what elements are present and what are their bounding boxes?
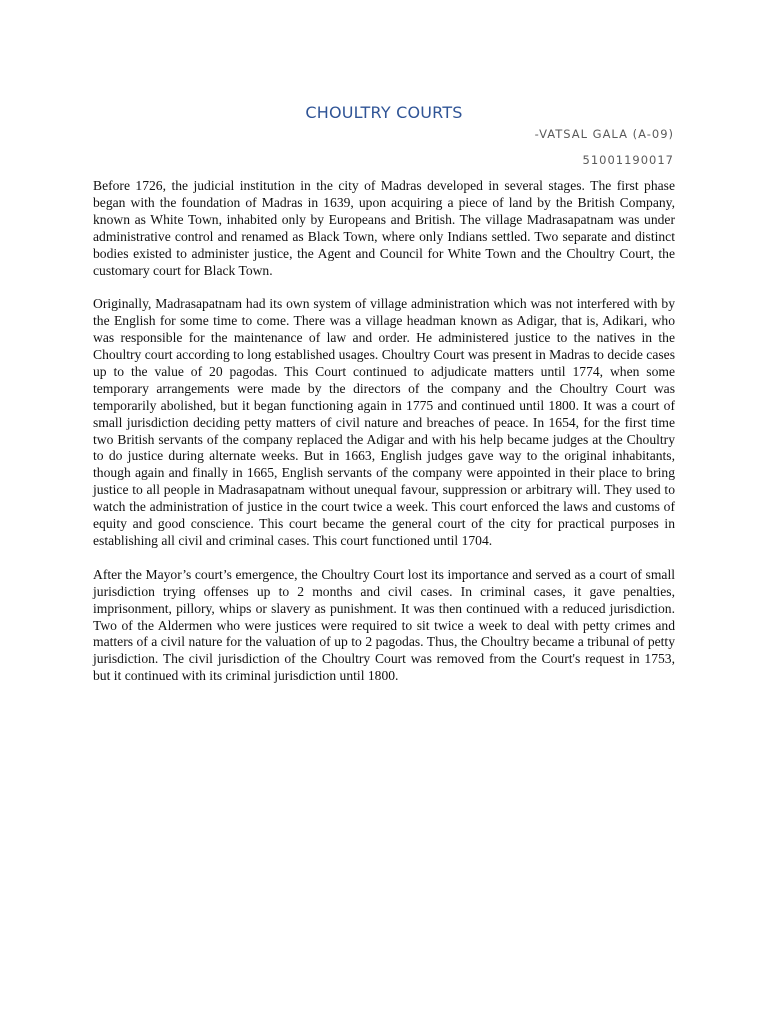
document-body <box>93 178 675 702</box>
paragraph-1: Before 1726, the judicial institution in the city of Madras developed in several stages. The first phase began with the foundation of Madras in 1639, upon acquiring a piece of land by the British Company, known as White Town, inhabited only by Europeans and British. The village Madrasapatnam was under administrative control and renamed as Black Town, where only Indians settled. Two separate and distinct bodies existed to administer justice, the Agent and Council for White Town and the Choultry Court, the customary court for Black Town. <box>93 178 675 278</box>
roll-number: 51001190017 <box>582 153 674 167</box>
paragraph-2: Originally, Madrasapatnam had its own system of village administration which was not interfered with by the English for some time to come. There was a village headman known as Adigar, that is, Adikari, who was responsible for the maintenance of law and order. He administered justice to the natives in the Choultry court according to long established usages. Choultry Court was present in Madras to decide cases up to the value of 20 pagodas. This Court continued to adjudicate matters until 1774, when some temporary arrangements were made by the directors of the company and the Choultry Court was temporarily abolished, but it began functioning again in 1775 and continued until 1800. It was a court of small jurisdiction deciding petty matters of civil nature and breaches of peace. In 1654, for the first time two British servants of the company replaced the Adigar and with his help became judges at the Choultry to do justice during alternate weeks. But in 1663, English judges gave way to the original inhabitants, though again and finally in 1665, English servants of the company were appointed in their place to bring justice to all people in Madrasapatnam without unequal favour, suppression or arbitrary will. They used to watch the administration of justice in the court twice a week. This court enforced the laws and customs of equity and good conscience. This court became the general court of the city for practical purposes in establishing all civil and criminal cases. This court functioned until 1704. <box>93 296 675 549</box>
paragraph-3: After the Mayor’s court’s emergence, the Choultry Court lost its importance and served as a court of small jurisdiction trying offenses up to 2 months and civil cases. In criminal cases, it gave penalties, imprisonment, pillory, whips or slavery as punishment. It was then continued with a reduced jurisdiction. Two of the Aldermen who were justices were required to sit twice a week to deal with petty crimes and matters of a civil nature for the valuation of up to 2 pagodas. Thus, the Choultry became a tribunal of petty jurisdiction. The civil jurisdiction of the Choultry Court was removed from the Court's request in 1753, but it continued with its criminal jurisdiction until 1800. <box>93 566 675 684</box>
author-line: -VATSAL GALA (A-09) <box>534 127 674 141</box>
page-title: CHOULTRY COURTS <box>305 103 463 122</box>
